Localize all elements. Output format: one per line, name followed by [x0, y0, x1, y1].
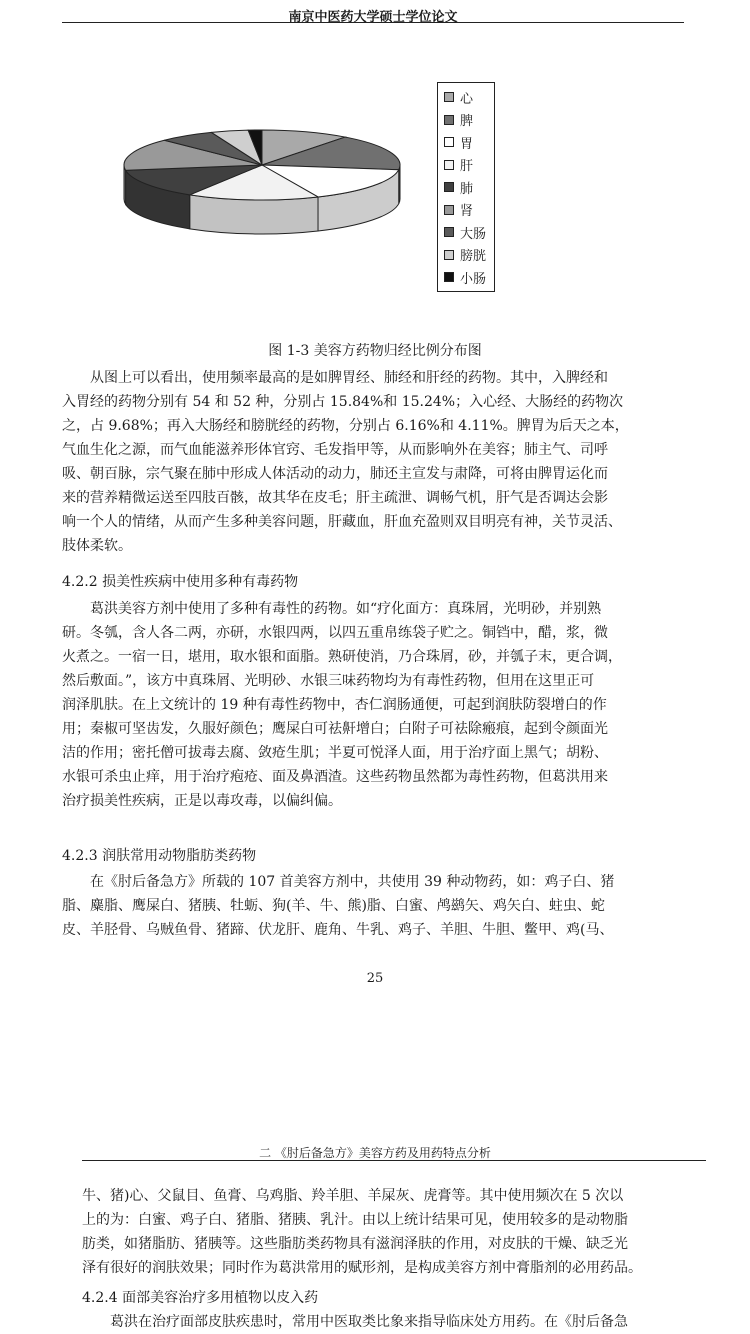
- text-line: 肪类，如猪脂肪、猪胰等。这些脂肪类药物具有滋润泽肤的作用，对皮肤的干燥、缺乏光: [82, 1236, 628, 1252]
- legend-swatch: [444, 205, 454, 215]
- text-line: 入胃经的药物分别有 54 和 52 种，分别占 15.84%和 15.24%；入心经、大肠经的药物次: [62, 394, 624, 410]
- legend-item: [444, 222, 486, 242]
- text-line: 脂、麋脂、鹰屎白、猪胰、牡蛎、狗(羊、牛、熊)脂、白蜜、鸬鹚矢、鸡矢白、蛀虫、蛇: [62, 898, 605, 914]
- figure-caption: 图 1-3 美容方药物归经比例分布图: [268, 343, 482, 359]
- legend-label: 胃: [460, 136, 474, 152]
- paragraph-2: [62, 597, 688, 813]
- text-line: 然后敷面。”，该方中真珠屑、光明砂、水银三味药物均为有毒性药物，但用在这里正可: [62, 673, 595, 689]
- legend-label: 肾: [460, 204, 474, 219]
- paragraph-1: [62, 366, 688, 558]
- text-line: 火煮之。一宿一日，堪用，取水银和面脂。熟研使消，乃合珠屑，砂，并瓠子末，更合调，: [62, 649, 622, 665]
- legend-item: [444, 245, 486, 265]
- legend-label: 膀胱: [460, 249, 487, 264]
- text-line: 皮、羊胫骨、乌贼鱼骨、猪蹄、伏龙肝、鹿角、牛乳、鸡子、羊胆、牛胆、鳖甲、鸡(马、: [62, 922, 614, 938]
- legend-label: 脾: [460, 114, 474, 129]
- legend-swatch: [444, 250, 454, 260]
- text-line: 润泽肌肤。在上文统计的 19 种有毒性药物中，杏仁润肠通便，可起到润肤防裂增白的作: [62, 697, 607, 713]
- paragraph-5: [82, 1310, 708, 1334]
- text-line: 肢体柔软。: [62, 538, 132, 554]
- text-line: 葛洪在治疗面部皮肤疾患时，常用中医取类比象来指导临床处方用药。在《肘后备急: [110, 1314, 628, 1330]
- pie-slice-side: [190, 195, 318, 234]
- text-line: 气血生化之源，而气血能滋养形体官窍、毛发指甲等，从而影响外在美容；肺主气、司呼: [62, 442, 608, 458]
- legend-item: [444, 132, 473, 152]
- legend-label: 肝: [460, 159, 474, 174]
- legend-item: [444, 110, 473, 130]
- section-heading-4-2-2: 4.2.2 损美性疾病中使用多种有毒药物: [62, 574, 299, 590]
- pie-chart: [0, 0, 750, 300]
- text-line: 上的为：白蜜、鸡子白、猪脂、猪胰、乳汁。由以上统计结果可见，使用较多的是动物脂: [82, 1212, 628, 1228]
- paragraph-3: [62, 870, 688, 942]
- page-header-top: 南京中医药大学硕士学位论文: [288, 10, 458, 25]
- legend-swatch: [444, 160, 454, 170]
- text-line: 用；秦椒可坚齿发，久服好颜色；鹰屎白可祛鼾增白；白附子可祛除瘢痕，起到令颜面光: [62, 721, 608, 737]
- text-line: 牛、猪)心、父鼠目、鱼膏、乌鸡脂、羚羊胆、羊屎灰、虎膏等。其中使用频次在 5 次以: [82, 1188, 624, 1204]
- text-line: 研。冬瓠，含人各二两，亦研，水银四两，以四五重帛练袋子贮之。铜铛中，醋，浆，微: [62, 625, 608, 641]
- text-line: 在《肘后备急方》所载的 107 首美容方剂中，共使用 39 种动物药，如：鸡子白、猪: [90, 874, 615, 890]
- legend-swatch: [444, 92, 454, 102]
- legend-swatch: [444, 182, 454, 192]
- page-header-bottom: 二 《肘后备急方》美容方药及用药特点分析: [259, 1146, 491, 1160]
- text-line: 洁的作用；密托僧可拔毒去腐、敛疮生肌；半夏可悦泽人面，用于治疗面上黑气；胡粉、: [62, 745, 608, 761]
- text-line: 吸、朝百脉，宗气聚在肺中形成人体活动的动力，肺还主宣发与肃降，可将由脾胃运化而: [62, 466, 608, 482]
- text-line: 来的营养精微运送至四肢百骸，故其华在皮毛；肝主疏泄、调畅气机，肝气是否调达会影: [62, 490, 608, 506]
- legend-label: 大肠: [460, 226, 487, 242]
- legend-swatch: [444, 272, 454, 282]
- text-line: 从图上可以看出，使用频率最高的是如脾胃经、肺经和肝经的药物。其中，入脾经和: [90, 370, 608, 386]
- header-rule-bottom: [82, 1160, 706, 1161]
- text-line: 治疗损美性疾病，正是以毒攻毒，以偏纠偏。: [62, 793, 342, 809]
- pie-chart-svg: [0, 0, 750, 300]
- text-line: 葛洪美容方剂中使用了多种有毒性的药物。如“疗化面方：真珠屑，光明砂，并别熟: [90, 601, 602, 617]
- text-line: 之，占 9.68%；再入大肠经和膀胱经的药物，分别占 6.16%和 4.11%。脾胃为后天之本，: [62, 418, 629, 434]
- legend-item: [444, 200, 473, 220]
- text-line: 泽有很好的润肤效果；同时作为葛洪常用的赋形剂，是构成美容方剂中膏脂剂的必用药品。: [82, 1260, 642, 1276]
- section-heading-4-2-3: 4.2.3 润肤常用动物脂肪类药物: [62, 848, 257, 864]
- legend-swatch: [444, 227, 454, 237]
- paragraph-4: [82, 1184, 708, 1280]
- chart-legend: [437, 82, 495, 292]
- legend-swatch: [444, 137, 454, 147]
- legend-item: [444, 155, 473, 175]
- pie-slice-side: [124, 165, 126, 204]
- legend-label: 小肠: [460, 271, 487, 287]
- page-number: 25: [366, 971, 384, 986]
- legend-item: [444, 87, 473, 107]
- text-line: 响一个人的情绪，从而产生多种美容问题，肝藏血，肝血充盈则双目明亮有神，关节灵活、: [62, 514, 622, 530]
- legend-item: [444, 177, 473, 197]
- text-line: 水银可杀虫止痒，用于治疗疱疮、面及鼻酒渣。这些药物虽然都为毒性药物，但葛洪用来: [62, 769, 608, 785]
- legend-label: 心: [460, 91, 474, 107]
- legend-swatch: [444, 115, 454, 125]
- legend-item: [444, 267, 486, 287]
- section-heading-4-2-4: 4.2.4 面部美容治疗多用植物以皮入药: [82, 1290, 319, 1306]
- legend-label: 肺: [460, 181, 474, 197]
